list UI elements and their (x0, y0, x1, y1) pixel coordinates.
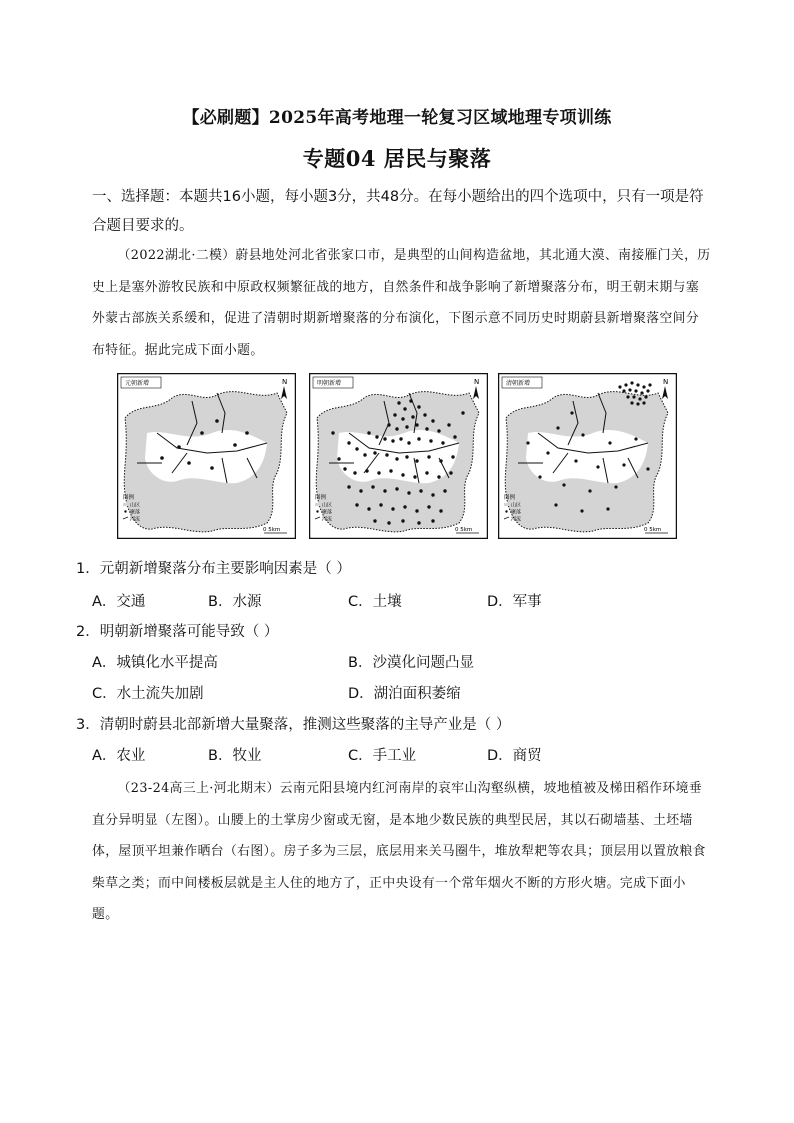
legend-item: 山区 (511, 502, 522, 509)
question-3-option-b[interactable]: B．牧业 (208, 748, 262, 764)
legend-item: 山区 (322, 502, 333, 509)
map-ming (309, 373, 488, 539)
question-2-option-b[interactable]: B．沙漠化问题凸显 (348, 655, 474, 671)
legend-title: 图例 (315, 495, 327, 501)
legend-title: 图例 (504, 495, 516, 501)
scale-label: 0 5km (263, 527, 281, 533)
map-ming-figure (309, 373, 488, 539)
legend-item: 聚落 (511, 509, 522, 516)
map-yuan (117, 373, 296, 539)
legend-item: 河流 (322, 516, 333, 523)
settlement-maps (117, 373, 677, 539)
question-1-option-a[interactable]: A．交通 (92, 594, 146, 610)
map-label: 元朝新增 (125, 380, 150, 387)
legend-title: 图例 (123, 495, 135, 501)
legend-item: 聚落 (322, 509, 333, 516)
question-3-stem: 3．清朝时蔚县北部新增大量聚落，推测这些聚落的主导产业是（ ） (76, 717, 511, 733)
legend-item: 河流 (130, 516, 141, 523)
scale-label: 0 5km (644, 527, 662, 533)
north-arrow-label: N (282, 378, 288, 386)
north-arrow-label: N (474, 378, 480, 386)
passage-weixian: （2022湖北·二模）蔚县地处河北省张家口市，是典型的山间构造盆地，其北通大漠、南接雁门关，历史上是塞外游牧民族和中原政权频繁征战的地方，自然条件和战争影响了新增聚落分布，明王朝末期与塞外蒙古部族关系缓和，促进了清朝时期新增聚落的分布演化，下图示意不同历史时期蔚县新增聚落空间分布特征。据此完成下面小题。 (92, 248, 711, 358)
question-2-option-d[interactable]: D．湖泊面积萎缩 (348, 686, 461, 702)
north-arrow-label: N (663, 378, 669, 386)
question-2-option-a[interactable]: A．城镇化水平提高 (92, 655, 218, 671)
legend-item: 山区 (130, 502, 141, 509)
question-3-option-a[interactable]: A．农业 (92, 748, 146, 764)
map-label: 明朝新增 (317, 380, 342, 387)
legend-item: 聚落 (130, 509, 141, 516)
map-yuan-figure (117, 373, 296, 539)
map-qing (498, 373, 677, 539)
question-1-stem: 1．元朝新增聚落分布主要影响因素是（ ） (76, 561, 351, 577)
question-3-option-d[interactable]: D．商贸 (487, 748, 542, 764)
legend-item: 河流 (511, 516, 522, 523)
question-1-option-d[interactable]: D．军事 (487, 594, 542, 610)
topic-title: 专题04 居民与聚落 (302, 146, 492, 171)
passage-yuanyang: （23-24高三上·河北期末）云南元阳县境内红河南岸的哀牢山沟壑纵横，坡地植被及梯田稻作环境垂直分异明显（左图）。山腰上的土掌房少窗或无窗，是本地少数民族的典型民居，其以石砌墙基、土坯墙体，屋顶平坦兼作晒台（右图）。房子多为三层，底层用来关马圈牛，堆放犁耙等农具；顶层用以置放粮食柴草之类；而中间楼板层就是主人住的地方了，正中央设有一个常年烟火不断的方形火塘。完成下面小题。 (92, 781, 706, 922)
section-instructions: 一、选择题：本题共16小题，每小题3分，共48分。在每小题给出的四个选项中，只有一项是符合题目要求的。 (92, 189, 704, 234)
question-2-stem: 2．明朝新增聚落可能导致（ ） (76, 624, 279, 640)
map-qing-figure (498, 373, 677, 539)
question-3-option-c[interactable]: C．手工业 (348, 748, 417, 764)
question-1-option-b[interactable]: B．水源 (208, 594, 262, 610)
document-title: 【必刷题】2025年高考地理一轮复习区域地理专项训练 (182, 108, 612, 128)
map-label: 清朝新增 (506, 380, 531, 387)
scale-label: 0 5km (455, 527, 473, 533)
question-1-option-c[interactable]: C．土壤 (348, 594, 402, 610)
question-2-option-c[interactable]: C．水土流失加剧 (92, 686, 204, 702)
